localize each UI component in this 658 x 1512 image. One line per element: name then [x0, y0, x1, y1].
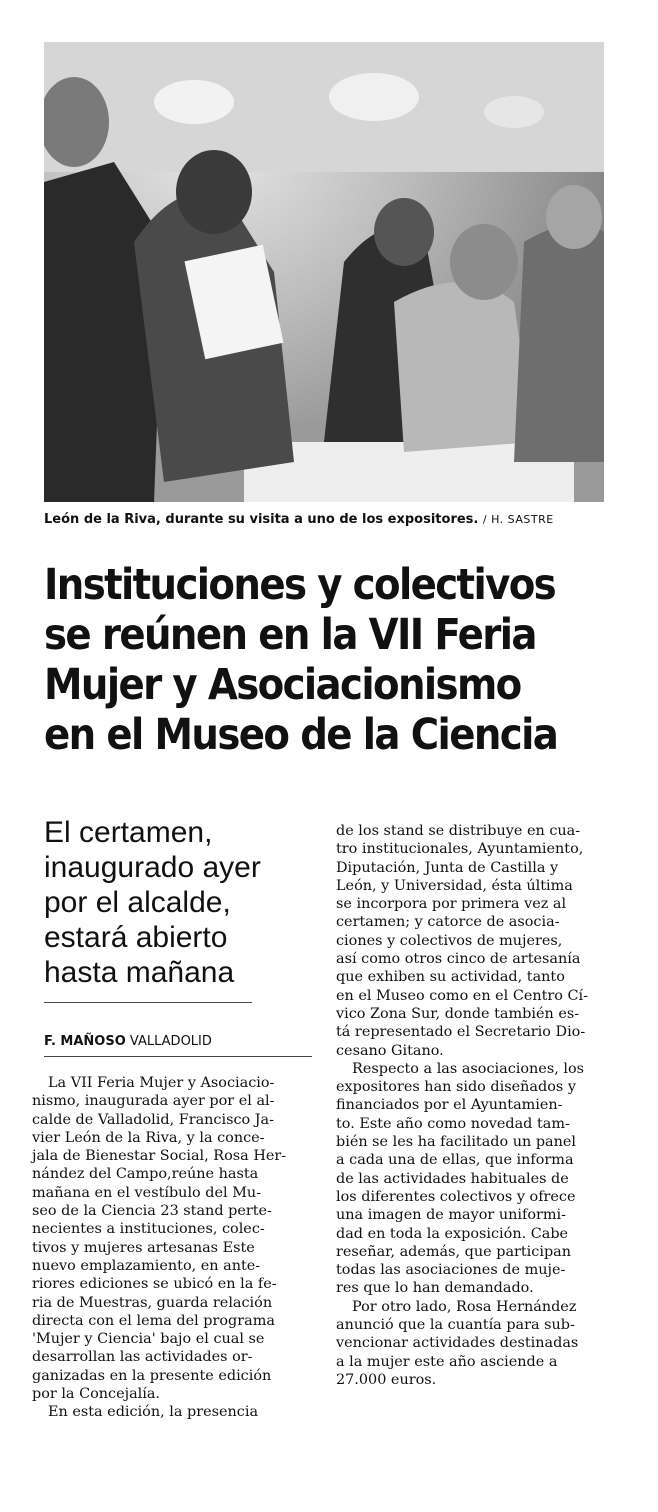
byline	[44, 1034, 212, 1049]
byline-place: VALLADOLID	[129, 1034, 212, 1049]
article-photo	[44, 42, 604, 502]
body-line: anunció que la cuantía para sub-	[336, 1317, 575, 1334]
headline-line: en el Museo de la Ciencia	[44, 710, 558, 760]
body-line: seo de la Ciencia 23 stand perte-	[32, 1203, 272, 1220]
body-line: ciones y colectivos de mujeres,	[336, 932, 563, 949]
body-line: ria de Muestras, guarda relación	[32, 1294, 273, 1311]
body-line: vier León de la Riva, y la conce-	[32, 1129, 265, 1146]
body-line: vico Zona Sur, donde también es-	[336, 1005, 580, 1022]
body-line: jala de Bienestar Social, Rosa Her-	[32, 1148, 287, 1165]
body-line: en el Museo como en el Centro Cí-	[336, 987, 589, 1004]
body-line: nández del Campo,reúne hasta	[32, 1166, 259, 1183]
subhead-line: por el alcalde,	[44, 886, 231, 919]
body-line: nuevo emplazamiento, en ante-	[32, 1257, 261, 1274]
headline	[44, 560, 557, 760]
body-line: dad en toda la exposición. Cabe	[336, 1225, 569, 1242]
caption-text: León de la Riva, durante su visita a uno de los expositores.	[44, 512, 479, 527]
body-line: a la mujer este año asciende a	[336, 1353, 558, 1370]
body-line: Por otro lado, Rosa Hernández	[352, 1298, 577, 1315]
subhead-line: El certamen,	[44, 816, 213, 849]
body-line: así como otros cinco de artesanía	[336, 951, 581, 968]
body-line: que exhiben su actividad, tanto	[336, 969, 565, 986]
body-line: de los stand se distribuye en cua-	[336, 823, 581, 839]
body-line: necientes a instituciones, colec-	[32, 1221, 265, 1238]
subheadline	[44, 815, 324, 990]
body-line: financiados por el Ayuntamien-	[336, 1097, 563, 1114]
body-line: reseñar, además, que participan	[336, 1243, 572, 1260]
divider	[44, 1002, 252, 1003]
body-line: La VII Feria Mujer y Asociacio-	[48, 1075, 275, 1091]
body-line: desarrollan las actividades or-	[32, 1349, 253, 1366]
body-line: 27.000 euros.	[336, 1371, 437, 1388]
subhead-line: estará abierto	[44, 921, 228, 954]
body-line: 'Mujer y Ciencia' bajo el cual se	[32, 1331, 265, 1348]
body-line: de las actividades habituales de	[336, 1170, 569, 1187]
body-line: riores ediciones se ubicó en la fe-	[32, 1276, 277, 1293]
headline-line: Instituciones y colectivos	[44, 560, 556, 610]
body-line: Diputación, Junta de Castilla y	[336, 859, 559, 876]
body-line: to. Este año como novedad tam-	[336, 1115, 570, 1132]
body-line: a cada una de ellas, que informa	[336, 1152, 574, 1169]
body-line: bién se les ha facilitado un panel	[336, 1134, 577, 1151]
body-line: cesano Gitano.	[336, 1042, 444, 1059]
body-line: certamen; y catorce de asocia-	[336, 914, 560, 931]
body-line: tro institucionales, Ayuntamiento,	[336, 841, 584, 858]
body-line: directa con el lema del programa	[32, 1312, 275, 1329]
photo-credit: / H. SASTRE	[482, 513, 554, 526]
photo-illustration	[44, 42, 604, 502]
subhead-line: inaugurado ayer	[44, 851, 261, 884]
body-line: una imagen de mayor uniformi-	[336, 1207, 566, 1224]
subhead-line: hasta mañana	[44, 956, 235, 989]
body-column-right	[336, 822, 621, 1389]
body-line: ganizadas en la presente edición	[32, 1367, 272, 1384]
byline-author: F. MAÑOSO	[44, 1034, 126, 1049]
body-line: Respecto a las asociaciones, los	[352, 1060, 585, 1077]
body-line: vencionar actividades destinadas	[336, 1335, 579, 1352]
body-line: todas las asociaciones de muje-	[336, 1262, 566, 1279]
body-line: tá representado el Secretario Dio-	[336, 1024, 586, 1041]
headline-line: se reúnen en la VII Feria	[44, 610, 536, 660]
headline-line: Mujer y Asociacionismo	[44, 660, 521, 710]
body-line: se incorpora por primera vez al	[336, 896, 567, 913]
body-line: expositores han sido diseñados y	[336, 1079, 576, 1096]
body-line: tivos y mujeres artesanas Este	[32, 1239, 255, 1256]
body-line: León, y Universidad, ésta última	[336, 877, 573, 894]
body-line: nismo, inaugurada ayer por el al-	[32, 1093, 275, 1110]
divider	[44, 1056, 312, 1057]
body-line: res que lo han demandado.	[336, 1280, 534, 1297]
body-line: En esta edición, la presencia	[48, 1404, 259, 1421]
body-line: mañana en el vestíbulo del Mu-	[32, 1184, 262, 1201]
body-line: por la Concejalía.	[32, 1386, 161, 1403]
body-line: los diferentes colectivos y ofrece	[336, 1188, 576, 1205]
photo-caption	[44, 512, 604, 527]
body-line: calde de Valladolid, Francisco Ja-	[32, 1111, 274, 1128]
body-column-left	[32, 1074, 317, 1422]
